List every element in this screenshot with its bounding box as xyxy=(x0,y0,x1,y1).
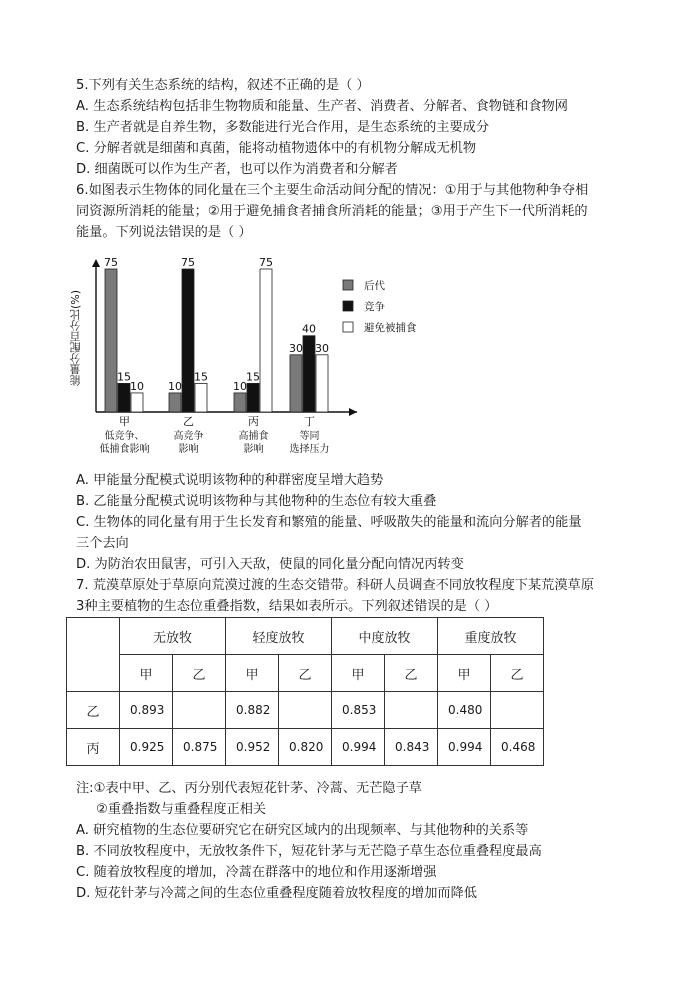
bar xyxy=(105,269,117,412)
legend-swatch xyxy=(343,322,353,332)
bar xyxy=(303,336,315,412)
q7-option-d: D. 短花针茅与冷蒿之间的生态位重叠程度随着放牧程度的增加而降低 xyxy=(76,886,477,901)
category-sublabel: 高竞争 xyxy=(173,431,204,442)
table-cell: 0.925 xyxy=(120,729,173,766)
legend-label: 后代 xyxy=(364,280,385,292)
category-label: 丁 xyxy=(304,415,315,428)
table-subheader-row xyxy=(67,655,544,692)
bar xyxy=(118,383,130,412)
bar-value-label: 15 xyxy=(246,370,260,384)
table-cell: 0.882 xyxy=(226,692,279,729)
category-label: 乙 xyxy=(183,415,194,428)
bar-value-label: 30 xyxy=(315,341,329,355)
table-cell: 0.994 xyxy=(438,729,491,766)
bar xyxy=(195,383,207,412)
bar xyxy=(182,269,194,412)
bar xyxy=(247,383,259,412)
niche-overlap-table xyxy=(66,617,544,766)
energy-allocation-bar-chart xyxy=(69,255,452,465)
table-cell: 0.994 xyxy=(332,729,385,766)
q6-stem-line-3: 能量。下列说法错误的是（ ） xyxy=(76,225,252,240)
q6-option-d: D. 为防治农田鼠害，可引入天敌，使鼠的同化量分配向情况丙转变 xyxy=(76,557,464,572)
table-row xyxy=(67,692,544,729)
table-cell xyxy=(279,692,332,729)
table-group-header: 轻度放牧 xyxy=(226,618,332,655)
table-subheader: 乙 xyxy=(279,655,332,692)
table-cell: 0.875 xyxy=(173,729,226,766)
q6-stem-line-1: 6.如图表示生物体的同化量在三个主要生命活动间分配的情况：①用于与其他物种争夺相 xyxy=(76,183,589,198)
table-cell: 0.853 xyxy=(332,692,385,729)
table-subheader: 甲 xyxy=(120,655,173,692)
table-group-header: 无放牧 xyxy=(120,618,226,655)
bar xyxy=(169,393,181,412)
table-cell: 0.468 xyxy=(491,729,544,766)
table-group-header: 重度放牧 xyxy=(438,618,544,655)
bar-value-label: 75 xyxy=(104,256,118,269)
q5-option-a: A. 生态系统结构包括非生物物质和能量、生产者、消费者、分解者、食物链和食物网 xyxy=(76,99,568,114)
table-cell: 0.820 xyxy=(279,729,332,766)
q6-stem-line-2: 同资源所消耗的能量；②用于避免捕食者捕食所消耗的能量；③用于产生下一代所消耗的 xyxy=(76,204,588,219)
table-corner-cell xyxy=(67,618,120,692)
table-row-label: 乙 xyxy=(67,692,120,729)
category-sublabel: 低捕食影响 xyxy=(99,444,150,455)
bar-value-label: 10 xyxy=(130,379,144,393)
table-cell xyxy=(173,692,226,729)
bar xyxy=(234,393,246,412)
q5-option-d: D. 细菌既可以作为生产者，也可以作为消费者和分解者 xyxy=(76,162,398,177)
table-row-label: 丙 xyxy=(67,729,120,766)
table-row xyxy=(67,729,544,766)
q6-option-c: C. 生物体的同化量有用于生长发育和繁殖的能量、呼吸散失的能量和流向分解者的能量 xyxy=(76,515,582,530)
bar-value-label: 15 xyxy=(117,370,131,384)
category-sublabel: 影响 xyxy=(243,444,264,455)
table-subheader: 乙 xyxy=(173,655,226,692)
bar xyxy=(131,393,143,412)
table-group-header: 中度放牧 xyxy=(332,618,438,655)
q7-stem-line-1: 7. 荒漠草原处于草原向荒漠过渡的生态交错带。科研人员调查不同放牧程度下某荒漠草原 xyxy=(76,578,594,593)
bar-value-label: 30 xyxy=(289,341,303,355)
table-cell: 0.952 xyxy=(226,729,279,766)
legend-swatch xyxy=(343,280,353,290)
category-sublabel: 影响 xyxy=(178,444,199,455)
q7-stem-line-2: 3种主要植物的生态位重叠指数，结果如表所示。下列叙述错误的是（ ） xyxy=(76,599,498,614)
category-sublabel: 等同 xyxy=(299,431,320,442)
bar xyxy=(290,355,302,412)
bar-value-label: 75 xyxy=(259,256,273,269)
table-subheader: 甲 xyxy=(332,655,385,692)
table-subheader: 甲 xyxy=(226,655,279,692)
x-axis-arrow xyxy=(349,408,357,416)
table-cell xyxy=(385,692,438,729)
q6-option-b: B. 乙能量分配模式说明该物种与其他物种的生态位有较大重叠 xyxy=(76,494,437,509)
table-header-row xyxy=(67,618,544,655)
q6-option-a: A. 甲能量分配模式说明该物种的种群密度呈增大趋势 xyxy=(76,473,384,488)
y-axis-arrow xyxy=(92,259,100,267)
table-cell: 0.480 xyxy=(438,692,491,729)
table-subheader: 乙 xyxy=(491,655,544,692)
q7-option-a: A. 研究植物的生态位要研究它在研究区域内的出现频率、与其他物种的关系等 xyxy=(76,823,529,838)
bar-value-label: 10 xyxy=(233,379,247,393)
legend-label: 竞争 xyxy=(364,301,385,313)
q5-option-c: C. 分解者就是细菌和真菌，能将动植物遗体中的有机物分解成无机物 xyxy=(76,141,477,156)
bar-value-label: 15 xyxy=(194,370,208,384)
bar xyxy=(260,269,272,412)
table-cell xyxy=(491,692,544,729)
bar xyxy=(316,355,328,412)
q5-option-b: B. 生产者就是自养生物，多数能进行光合作用，是生态系统的主要成分 xyxy=(76,120,490,135)
bar-value-label: 40 xyxy=(302,322,316,336)
q5-stem: 5.下列有关生态系统的结构，叙述不正确的是（ ） xyxy=(76,78,370,93)
table-subheader: 甲 xyxy=(438,655,491,692)
category-sublabel: 选择压力 xyxy=(289,444,330,455)
table-cell: 0.843 xyxy=(385,729,438,766)
q6-option-c-continued: 三个去向 xyxy=(76,536,129,551)
category-sublabel: 高捕食 xyxy=(238,431,269,442)
q7-note-2: ②重叠指数与重叠程度正相关 xyxy=(96,802,267,817)
q7-note-1: 注:①表中甲、乙、丙分别代表短花针茅、冷蒿、无芒隐子草 xyxy=(76,781,422,796)
legend-label: 避免被捕食 xyxy=(364,322,417,334)
chart-y-axis-label: 能量分配百分比(%) xyxy=(69,290,82,387)
q7-option-b: B. 不同放牧程度中，无放牧条件下，短花针茅与无芒隐子草生态位重叠程度最高 xyxy=(76,844,542,859)
q7-option-c: C. 随着放牧程度的增加，冷蒿在群落中的地位和作用逐渐增强 xyxy=(76,865,437,880)
legend-swatch xyxy=(343,301,353,311)
category-label: 甲 xyxy=(119,415,130,428)
bar-value-label: 10 xyxy=(168,379,182,393)
table-cell: 0.893 xyxy=(120,692,173,729)
table-subheader: 乙 xyxy=(385,655,438,692)
category-label: 丙 xyxy=(248,415,259,428)
category-sublabel: 低竞争、 xyxy=(104,431,145,442)
bar-value-label: 75 xyxy=(181,256,195,269)
